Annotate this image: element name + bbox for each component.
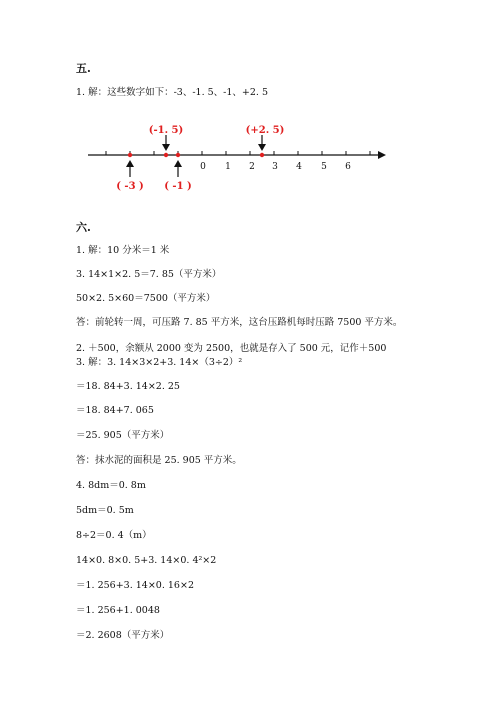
- section-6-line-1: 1. 解：10 分米＝1 米: [76, 245, 170, 256]
- section-6-line-16: ＝1. 256+1. 0048: [76, 605, 160, 616]
- arrow-down-icon: [162, 144, 170, 151]
- point-neg1-5: [164, 153, 168, 157]
- tick-label-1: 1: [225, 162, 231, 172]
- number-line-ticks: [106, 151, 370, 155]
- number-line-figure: [80, 118, 390, 198]
- point-neg3: [128, 153, 132, 157]
- label-neg3: ( -3 ): [116, 181, 144, 192]
- section-6-line-12: 5dm＝0. 5m: [76, 505, 134, 516]
- arrow-up-icon: [126, 160, 134, 167]
- section-6-line-3: 50×2. 5×60＝7500（平方米）: [76, 293, 216, 304]
- section-6-heading: 六.: [76, 221, 91, 234]
- section-6-line-6: 3. 解：3. 14×3×2+3. 14×（3÷2）²: [76, 357, 243, 368]
- label-neg1: ( -1 ): [164, 181, 192, 192]
- section-6-line-5: 2. ＋500，余额从 2000 变为 2500，也就是存入了 500 元，记作＋500: [76, 343, 387, 354]
- section-6-line-15: ＝1. 256+3. 14×0. 16×2: [76, 580, 194, 591]
- tick-label-4: 4: [296, 162, 302, 172]
- label-neg1-5: (-1. 5): [148, 125, 184, 136]
- number-line-arrows: [126, 135, 266, 177]
- arrow-down-icon: [258, 144, 266, 151]
- label-pos2-5: (+2. 5): [245, 125, 285, 136]
- point-pos2-5: [260, 153, 264, 157]
- point-neg1: [176, 153, 180, 157]
- section-6-line-4: 答：前轮转一周，可压路 7. 85 平方米，这台压路机每时压路 7500 平方米。: [76, 317, 403, 328]
- section-6-line-2: 3. 14×1×2. 5＝7. 85（平方米）: [76, 269, 222, 280]
- section-5-answer: 1. 解：这些数字如下：-3、-1. 5、-1、+2. 5: [76, 87, 269, 98]
- tick-label-6: 6: [345, 162, 351, 172]
- tick-label-5: 5: [321, 162, 327, 172]
- tick-label-0: 0: [200, 162, 206, 172]
- section-6-line-13: 8÷2＝0. 4（m）: [76, 530, 152, 541]
- section-6-line-17: ＝2. 2608（平方米）: [76, 630, 170, 641]
- section-6-line-14: 14×0. 8×0. 5+3. 14×0. 4²×2: [76, 555, 217, 566]
- section-6-line-8: ＝18. 84+7. 065: [76, 405, 154, 416]
- section-6-line-7: ＝18. 84+3. 14×2. 25: [76, 381, 180, 392]
- section-6-line-11: 4. 8dm＝0. 8m: [76, 480, 146, 491]
- tick-label-3: 3: [272, 162, 278, 172]
- section-6-line-9: ＝25. 905（平方米）: [76, 430, 170, 441]
- arrow-up-icon: [174, 160, 182, 167]
- section-6-line-10: 答：抹水泥的面积是 25. 905 平方米。: [76, 455, 242, 466]
- tick-label-2: 2: [249, 162, 255, 172]
- section-5-heading: 五.: [76, 62, 91, 75]
- number-line-arrowhead: [378, 151, 386, 159]
